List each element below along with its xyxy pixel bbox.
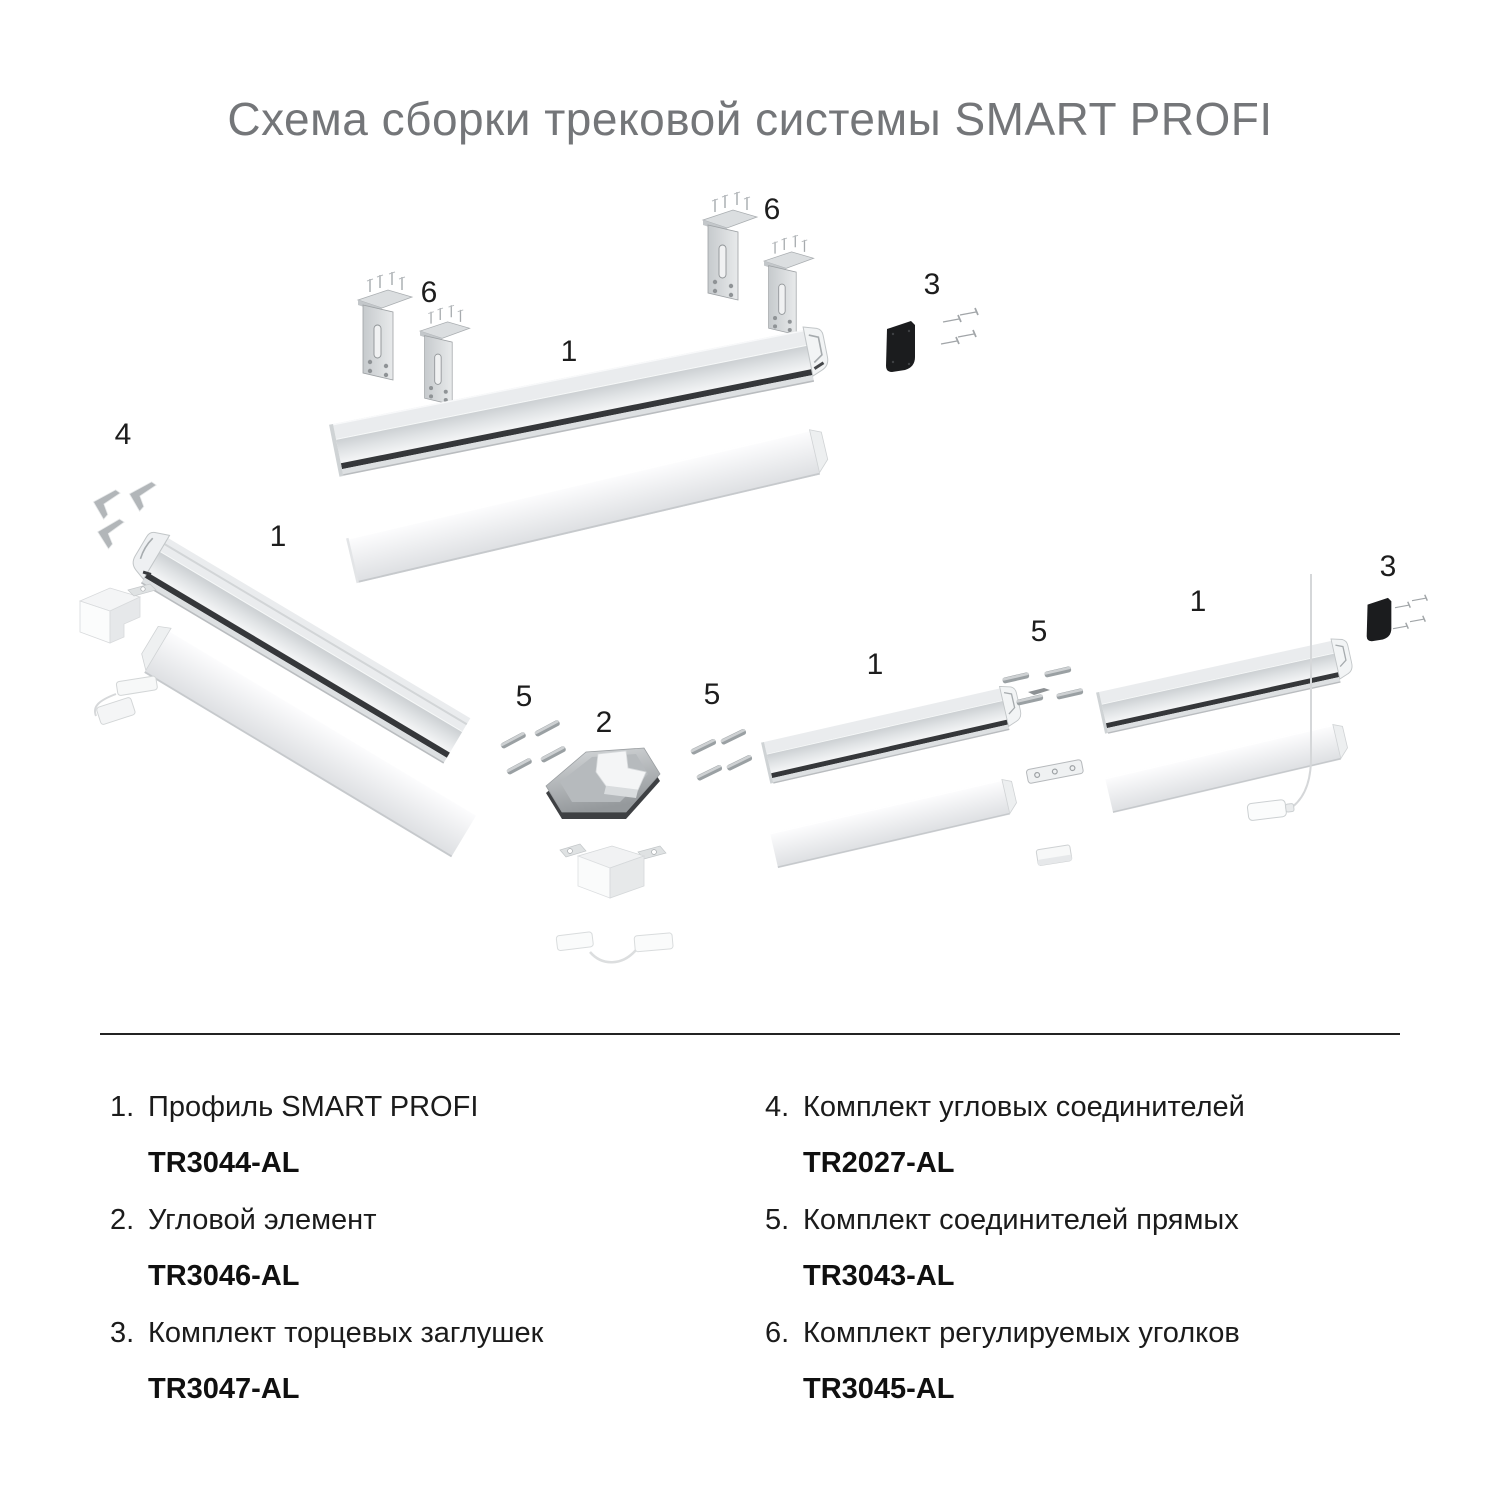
- item-name: Комплект регулируемых уголков: [803, 1317, 1240, 1349]
- corner-element: [546, 748, 660, 819]
- connector-strip: [696, 764, 723, 781]
- connector-box: [1036, 845, 1072, 866]
- screw-icon: [1410, 616, 1425, 622]
- connector-strip: [690, 738, 717, 755]
- mount-bracket: [420, 305, 470, 404]
- screw-icon: [1395, 602, 1410, 608]
- track-profile-center-right: [761, 683, 1024, 784]
- mount-bracket: [764, 235, 814, 334]
- corner-connector: [128, 481, 160, 512]
- part-label: 1: [1189, 585, 1207, 618]
- screw-icon: [960, 308, 978, 315]
- cover-strip-far-right: [1105, 723, 1350, 814]
- corner-bracket: [560, 844, 666, 898]
- part-label: 6: [763, 193, 781, 226]
- item-name: Профиль SMART PROFI: [148, 1091, 479, 1123]
- track-profile-far-right: [1096, 636, 1356, 734]
- part-label: 3: [1379, 550, 1397, 583]
- connector-strip: [1002, 672, 1030, 684]
- end-cap-right: [1367, 595, 1428, 641]
- legend-item: [765, 1316, 1405, 1406]
- part-label: 5: [703, 678, 721, 711]
- connector-strip: [540, 745, 567, 763]
- part-label: 5: [1030, 615, 1048, 648]
- screw-icon: [943, 315, 961, 322]
- mount-bracket: [358, 272, 412, 380]
- connector-strip: [534, 719, 561, 737]
- item-number: 4.: [765, 1091, 790, 1123]
- part-label: 1: [866, 648, 884, 681]
- legend-item: [110, 1203, 710, 1293]
- item-code: TR3043-AL: [803, 1260, 955, 1292]
- legend-item: [765, 1203, 1405, 1293]
- connector-strip: [1044, 666, 1072, 678]
- power-cable-left: [95, 676, 158, 725]
- screw-icon: [941, 337, 959, 344]
- legend-divider: [100, 1033, 1400, 1035]
- corner-cover: [80, 584, 156, 643]
- item-name: Комплект торцевых заглушек: [148, 1317, 544, 1349]
- part-label: 5: [515, 680, 533, 713]
- part-label: 6: [420, 276, 438, 309]
- legend-item: [765, 1090, 1405, 1180]
- item-name: Угловой элемент: [148, 1204, 377, 1236]
- connector-strip: [1016, 694, 1044, 706]
- item-name: Комплект соединителей прямых: [803, 1204, 1239, 1236]
- mount-bracket: [703, 192, 757, 300]
- legend-column-left: [110, 1090, 710, 1429]
- page-title: Схема сборки трековой системы SMART PROFI: [227, 93, 1273, 145]
- item-code: TR2027-AL: [803, 1147, 955, 1179]
- legend-column-right: [765, 1090, 1405, 1429]
- item-number: 6.: [765, 1317, 790, 1349]
- item-number: 3.: [110, 1317, 135, 1349]
- connector-plate: [1026, 759, 1084, 783]
- power-cable-bottom: [556, 932, 673, 963]
- mount-bracket-pair-left: [358, 272, 470, 405]
- screw-icon: [1412, 595, 1427, 601]
- screw-icon: [958, 330, 976, 337]
- item-code: TR3044-AL: [148, 1147, 300, 1179]
- bent-connector: [1028, 688, 1050, 695]
- legend-item: [110, 1316, 710, 1406]
- item-name: Комплект угловых соединителей: [803, 1091, 1245, 1123]
- mount-bracket-pair-right: [703, 192, 814, 335]
- straight-connector-kit-left: [500, 719, 567, 775]
- item-number: 5.: [765, 1204, 790, 1236]
- straight-connector-kit-right: [690, 728, 753, 781]
- connector-strip: [500, 731, 527, 749]
- item-number: 1.: [110, 1091, 135, 1123]
- item-number: 2.: [110, 1204, 135, 1236]
- part-label: 1: [269, 520, 287, 553]
- part-label: 1: [560, 335, 578, 368]
- part-label: 3: [923, 268, 941, 301]
- connector-strip: [726, 754, 753, 771]
- screw-icon: [1393, 623, 1408, 629]
- item-code: TR3047-AL: [148, 1373, 300, 1405]
- end-cap-top: [886, 308, 978, 372]
- connector-strip: [1056, 688, 1084, 700]
- legend-item: [110, 1090, 710, 1180]
- part-label: 2: [595, 706, 613, 739]
- connector-strip: [720, 728, 747, 745]
- item-code: TR3045-AL: [803, 1373, 955, 1405]
- cover-strip-center-right: [770, 777, 1019, 868]
- power-plug: [1247, 798, 1295, 820]
- corner-connector: [96, 518, 129, 550]
- connector-strip: [506, 757, 533, 775]
- part-label: 4: [114, 418, 132, 451]
- corner-connector: [92, 489, 124, 520]
- item-code: TR3046-AL: [148, 1260, 300, 1292]
